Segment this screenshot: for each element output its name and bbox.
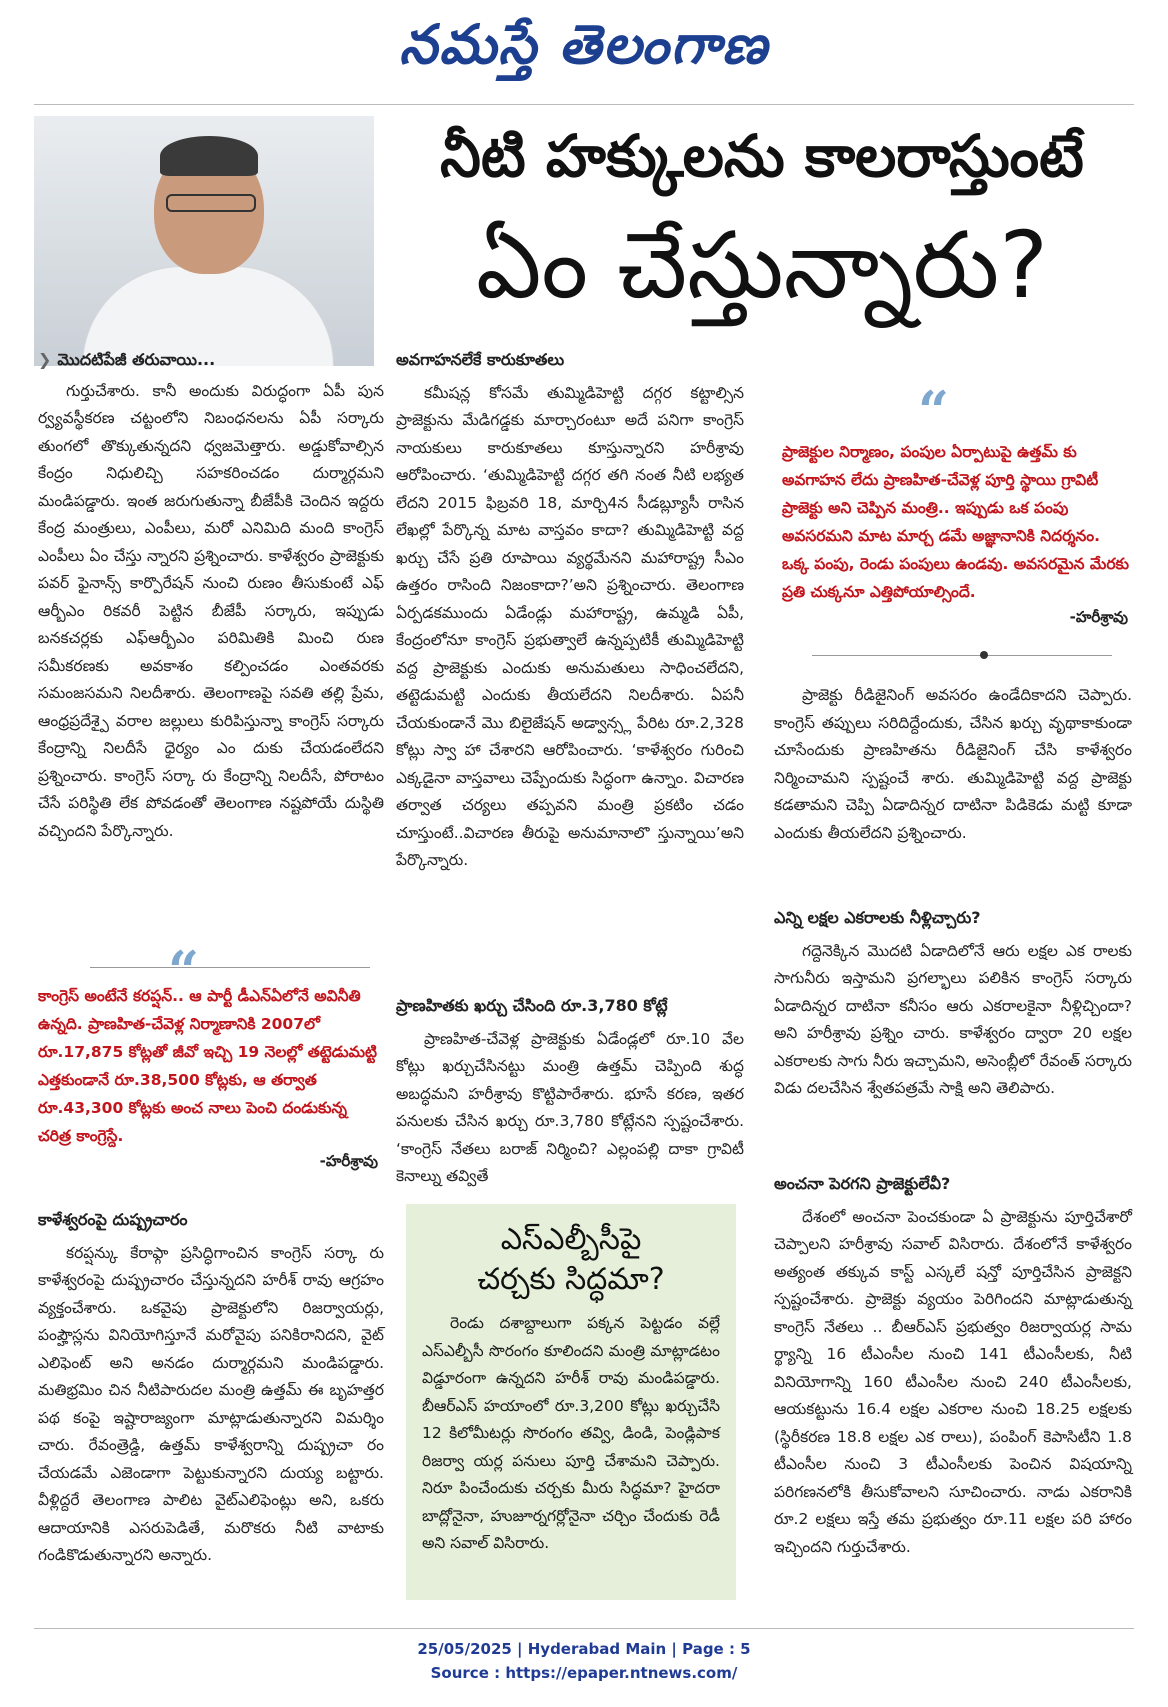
portrait-photo: [34, 116, 374, 366]
kicker-text: మొదటిపేజీ తరువాయి...: [57, 350, 216, 369]
article-paragraph: గద్దెనెక్కిన మొదటి ఏడాదిలోనే ఆరు లక్షల ఎక రాలకు సాగునీరు ఇస్తామని ప్రగల్భాలు పలికిన కాంగ్రెస్ సర్కారు ఏడాదిన్నర దాటినా కనీసం ఆరు ఎకరాలకైనా నీళ్లిచ్చిందా? అని హరీశ్రావు ప్రశ్నిం చారు. కాళేశ్వరం ద్వారా 20 లక్షల ఎకరాలకు సాగు నీరు ఇచ్చామని, అసెంబ్లీలో రేవంత్ సర్కారు విడు దలచేసిన శ్వేతపత్రమే సాక్షి అని తెలిపారు.: [774, 941, 1132, 1097]
quote-icon: “: [168, 939, 200, 1003]
sidebar-box: [406, 1204, 736, 1600]
quote-attribution: -హరీశ్రావు: [1069, 608, 1128, 626]
article-paragraph: కమీషన్ల కోసమే తుమ్మిడిహెట్టి దగ్గర కట్టాల్సిన ప్రాజెక్టును మేడిగడ్డకు మార్చారంటూ అదే పనిగా కాంగ్రెస్ నాయకులు కారుకూతలు కూస్తున్నారని హరీశ్రావు ఆరోపించారు. ‘తుమ్మిడిహెట్టి దగ్గర తగి నంత నీటి లభ్యత లేదని 2015 ఫిబ్రవరి 18, మార్చి4న సీడబ్ల్యూసీ రాసిన లేఖల్లో పేర్కొన్న మాట వాస్తవం కాదా? తుమ్మిడిహెట్టి వద్ద ఖర్చు చేసే ప్రతి రూపాయి వ్యర్థమేనని మహారాష్ట్ర సీఎం ఉత్తరం రాసింది నిజంకాదా?’అని ప్రశ్నించారు. తెలంగాణ ఏర్పడకముందు ఏడేండ్లు మహారాష్ట్ర, ఉమ్మడి ఏపీ, కేంద్రంలోనూ కాంగ్రెస్ ప్రభుత్వాలే ఉన్నప్పటికీ తుమ్మిడిహెట్టి వద్ద ప్రాజెక్టుకు ఎందుకు అనుమతులు సాధించలేదని, తట్టెడుమట్టి ఎందుకు తీయలేదని నిలదీశారు. ఏపనీ చేయకుండానే మొ బిలైజేషన్ అడ్వాన్స్ల పేరిట రూ.2,328 కోట్లు స్వా హా చేశారని ఆరోపించారు. ‘కాళేశ్వరం గురించి ఎక్కడైనా వాస్తవాలు చెప్పేందుకు సిద్ధంగా ఉన్నాం. విచారణ తర్వాత చర్యలు తప్పవని మంత్రి ప్రకటిం చడం చూస్తుంటే..విచారణ తీరుపై అనుమానాలొ స్తున్నాయి’అని పేర్కొన్నారు.: [396, 383, 744, 869]
quote-rule: [812, 655, 1112, 656]
subheading: అంచనా పెరగని ప్రాజెక్టులేవీ?: [774, 1174, 951, 1193]
masthead-logo: నమస్తే తెలంగాణ: [399, 12, 769, 76]
sidebar-title-line-1: ఎస్ఎల్బీసీపై: [500, 1222, 642, 1257]
column-3-top: [774, 682, 1132, 847]
footer-source-link[interactable]: Source : https://epaper.ntnews.com/: [430, 1664, 738, 1682]
subheading: కాళేశ్వరంపై దుష్ప్రచారం: [38, 1210, 188, 1229]
column-2-middle: [396, 992, 744, 1191]
masthead-divider: [34, 104, 1134, 105]
subheading: ఎన్ని లక్షల ఎకరాలకు నీళ్లిచ్చారు?: [774, 908, 981, 927]
footer-date-edition: 25/05/2025 | Hyderabad Main | Page : 5: [417, 1640, 751, 1658]
article-paragraph: ప్రాణహిత-చేవెళ్ల ప్రాజెక్టుకు ఏడేండ్లలో రూ.10 వేల కోట్లు ఖర్చుచేసినట్టు మంత్రి ఉత్తమ్ చెప్పింది శుద్ధ అబద్ధమని హరీశ్రావు కొట్టిపారేశారు. భూసే కరణ, ఇతర పనులకు చేసిన ఖర్చు రూ.3,780 కోట్లేనని స్పష్టంచేశారు. ‘కాంగ్రెస్ నేతలు బరాజ్ నిర్మించి? ఎల్లంపల్లి దాకా గ్రావిటీ కెనాల్ను తవ్వితే: [396, 1029, 744, 1185]
sidebar-body: రెండు దశాబ్దాలుగా పక్కన పెట్టడం వల్లే ఎస్ఎల్బీసీ సొరంగం కూలిందని మంత్రి మాట్లాడటం విడ్డూరంగా ఉన్నదని హరీశ్ రావు మండిపడ్డారు. బీఆర్ఎస్ హయాంలో రూ.3,200 కోట్లు ఖర్చుచేసి 12 కిలోమీటర్లు సొరంగం తవ్వి, డిండి, పెండ్లిపాక రిజర్వా యర్ల పనులు పూర్తి చేశామని చెప్పారు. నిరూ పించేందుకు చర్చకు మీరు సిద్ధమా? హైదరా బాద్లోనైనా, హుజూర్నగర్లోనైనా చర్చిం చేందుకు రెడీ అని సవాల్ విసిరారు.: [422, 1314, 720, 1552]
quote-icon: “: [918, 379, 950, 443]
photo-glasses: [166, 194, 256, 212]
sidebar-title: [406, 1220, 736, 1300]
pull-quote-2: ప్రాజెక్టుల నిర్మాణం, పంపుల ఏర్పాటుపై ఉత్తమ్ కు అవగాహన లేదు ప్రాణహిత-చేవెళ్ల పూర్తి స్థాయి గ్రావిటీ ప్రాజెక్టు అని చెప్పిన మంత్రి.. ఇప్పుడు ఒక పంపు అవసరమని మాట మార్చ డమే అజ్ఞానానికి నిదర్శనం. ఒక్క పంపు, రెండు పంపులు ఉండవు. అవసరమైన మేరకు ప్రతి చుక్కనూ ఎత్తిపోయాల్సిందే.: [782, 443, 1129, 601]
sidebar-title-line-2: చర్చకు సిద్ధమా?: [477, 1262, 665, 1297]
headline-line-1: నీటి హక్కులను కాలరాస్తుంటే: [440, 122, 1084, 190]
headline-line-2: ఏం చేస్తున్నారు?: [475, 212, 1049, 319]
article-paragraph: కరప్షన్కు కేరాఫ్గా ప్రసిద్ధిగాంచిన కాంగ్రెస్ సర్కా రు కాళేశ్వరంపై దుష్ప్రచారం చేస్తున్నదని హరీశ్ రావు ఆగ్రహం వ్యక్తంచేశారు. ఒకవైపు ప్రాజెక్టులోని రిజర్వాయర్లు, పంప్హౌస్లను వినియోగిస్తూనే మరోవైపు పనికిరానిదని, వైట్ ఎలిఫెంట్ అని అనడం దుర్మార్గమని మండిపడ్డారు. మతిభ్రమిం చిన నీటిపారుదల మంత్రి ఉత్తమ్ ఈ బృహత్తర పథ కంపై ఇష్టారాజ్యంగా మాట్లాడుతున్నారని విమర్శిం చారు. రేవంత్రెడ్డి, ఉత్తమ్ కాళేశ్వరాన్ని దుష్ప్రచా రం చేయడమే ఎజెండాగా పెట్టుకున్నారని దుయ్య బట్టారు. వీళ్లిద్దరే తెలంగాణ పాలిట వైట్ఎలిఫెంట్లు అని, ఒకరు ఆదాయానికి ఎసరుపెడితే, మరొకరు నీటి వాటాకు గండికొడుతున్నారని అన్నారు.: [38, 1243, 384, 1564]
article-paragraph: ప్రాజెక్టు రీడిజైనింగ్ అవసరం ఉండేదికాదని చెప్పారు. కాంగ్రెస్ తప్పులు సరిదిద్దేందుకు, చేసిన ఖర్చు వృథాకాకుండా చూసేందుకు ప్రాణహితను రీడిజైనింగ్ చేసి కాళేశ్వరం నిర్మించామని స్పష్టంచే శారు. తుమ్మిడిహెట్టి వద్ద ప్రాజెక్టు కడతామని చెప్పి ఏడాదిన్నర దాటినా పిడికెడు మట్టి కూడా ఎందుకు తీయలేదని ప్రశ్నించారు.: [774, 686, 1132, 842]
rule-dot: [980, 651, 988, 659]
article-paragraph: దేశంలో అంచనా పెంచకుండా ఏ ప్రాజెక్టును పూర్తిచేశారో చెప్పాలని హరీశ్రావు సవాల్ విసిరారు. దేశంలోనే కాళేశ్వరం అత్యంత తక్కువ కాస్ట్ ఎస్కలే షన్తో పూర్తిచేసిన ప్రాజెక్టని స్పష్టంచేశారు. ప్రాజెక్టు వ్యయం పెరిగిందని మాట్లాడుతున్న కాంగ్రెస్ నేతలు .. బీఆర్ఎస్ ప్రభుత్వం రిజర్వాయర్ల సామ ర్థ్యాన్ని 16 టీఎంసీల నుంచి 141 టీఎంసీలకు, నీటి వినియోగాన్ని 160 టీఎంసీల నుంచి 240 టీఎంసీలకు, ఆయకట్టును 16.4 లక్షల ఎకరాల నుంచి 18.25 లక్షలకు (స్థిరీకరణ 18.8 లక్షల ఎక రాలు), పంపింగ్ కెపాసిటీని 1.8 టీఎంసీల నుంచి 3 టీఎంసీలకు పెంచిన విషయాన్ని పరిగణనలోకి తీసుకోవాలని సూచించారు. నాడు ఎకరానికి రూ.2 లక్షలు ఇస్తే తమ ప్రభుత్వం రూ.11 లక్షల పరి హారం ఇచ్చిందని గుర్తుచేశారు.: [774, 1207, 1132, 1556]
quote-rule: [90, 967, 370, 968]
column-3-middle: [774, 904, 1132, 1103]
subheading: అవగాహనలేకే కారుకూతలు: [396, 350, 565, 369]
column-3-bottom: [774, 1170, 1132, 1561]
continued-kicker: [38, 346, 384, 374]
footer-divider: [34, 1628, 1134, 1629]
pull-quote-1: కాంగ్రెస్ అంటేనే కరప్షన్.. ఆ పార్టీ డీఎన్ఏలోనే అవినీతి ఉన్నది. ప్రాణహిత-చేవెళ్ల నిర్మాణానికి 2007లో రూ.17,875 కోట్లతో జీవో ఇచ్చి 19 నెలల్లో తట్టెడుమట్టి ఎత్తకుండానే రూ.38,500 కోట్లకు, ఆ తర్వాత రూ.43,300 కోట్లకు అంచ నాలు పెంచి దండుకున్న చరిత్ర కాంగ్రెస్దే.: [38, 987, 377, 1145]
column-2-top: [396, 346, 744, 875]
chevron-right-icon: ❯: [38, 350, 52, 369]
photo-hair: [160, 136, 258, 176]
quote-attribution: -హరీశ్రావు: [319, 1152, 378, 1170]
column-1-bottom: [38, 1206, 384, 1570]
column-1-top: [38, 346, 384, 845]
article-paragraph: గుర్తుచేశారు. కానీ అందుకు విరుద్ధంగా ఏపీ పున ర్వ్యవస్థీకరణ చట్టంలోని నిబంధనలను ఏపీ సర్కారు తుంగలో తొక్కుతున్నదని ధ్వజమెత్తారు. అడ్డుకోవాల్సిన కేంద్రం నిధులిచ్చి సహకరించడం దుర్మార్గమని మండిపడ్డారు. ఇంత జరుగుతున్నా బీజేపీకి చెందిన ఇద్దరు కేంద్ర మంత్రులు, ఎంపీలు, మరో ఎనిమిది మంది కాంగ్రెస్ ఎంపీలు ఏం చేస్తు న్నారని ప్రశ్నించారు. కాళేశ్వరం ప్రాజెక్టుకు పవర్ ఫైనాన్స్ కార్పొరేషన్ నుంచి రుణం తీసుకుంటే ఎఫ్ ఆర్బీఎం రికవరీ పెట్టిన బీజేపీ సర్కారు, ఇప్పుడు బనకచర్లకు ఎఫ్ఆర్బీఎం పరిమితికి మించి రుణ సమీకరణకు అవకాశం కల్పించడం ఎంతవరకు సమంజసమని నిలదీశారు. తెలంగాణపై సవతి తల్లి ప్రేమ, ఆంధ్రప్రదేశ్పై వరాల జల్లులు కురిపిస్తున్నా కాంగ్రెస్ సర్కారు కేంద్రాన్ని నిలదీసే ధైర్యం ఎం దుకు చేయడంలేదని ప్రశ్నించారు. కాంగ్రెస్ సర్కా రు కేంద్రాన్ని నిలదీసే, పోరాటం చేసే పరిస్థితి లేక పోవడంతో తెలంగాణ నష్టపోయే దుస్థితి వచ్చిందని పేర్కొన్నారు.: [38, 381, 384, 840]
subheading: ప్రాణహితకు ఖర్చు చేసింది రూ.3,780 కోట్లే: [396, 996, 668, 1015]
